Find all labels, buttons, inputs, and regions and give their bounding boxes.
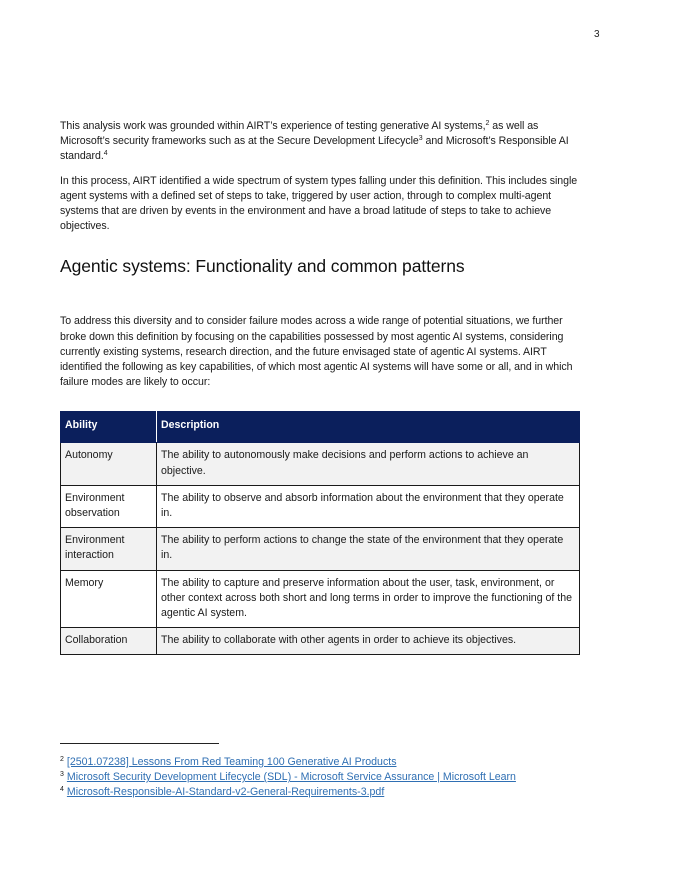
footnote-2 (60, 755, 516, 770)
footnote-number: 4 (60, 786, 64, 794)
description-cell: The ability to capture and preserve information about the user, task, environment, or other context across both short and long terms in order to improve the functioning of the agentic AI system. (157, 570, 580, 628)
footnote-3 (60, 770, 516, 785)
ability-cell: Autonomy (61, 443, 157, 485)
footnote-separator (60, 743, 219, 744)
table-row (61, 628, 580, 655)
capabilities-table (60, 411, 580, 655)
section-heading: Agentic systems: Functionality and common patterns (60, 256, 465, 277)
ability-cell: Environment observation (61, 485, 157, 527)
footnote-link-3[interactable]: Microsoft Security Development Lifecycle (SDL) - Microsoft Service Assurance | Microsoft Learn (66, 771, 516, 784)
table-row (61, 485, 580, 527)
description-cell: The ability to perform actions to change the state of the environment that they operate in. (157, 528, 580, 570)
footnote-number: 3 (60, 771, 64, 779)
intro-p1-part-c: and Microsoft’s Responsible AI standard. (60, 135, 569, 163)
ability-cell: Environment interaction (61, 528, 157, 570)
page-number: 3 (594, 29, 600, 40)
footnote-ref-3[interactable]: 3 (418, 135, 423, 143)
description-cell: The ability to collaborate with other agents in order to achieve its objectives. (157, 628, 580, 655)
footnote-4 (60, 785, 516, 800)
intro-paragraph-1 (60, 119, 582, 165)
intro-p1-part-a: This analysis work was grounded within AIRT’s experience of testing generative AI systems, (60, 120, 486, 132)
footnote-ref-2[interactable]: 2 (485, 120, 490, 127)
intro-paragraph-2: In this process, AIRT identified a wide spectrum of system types falling under this definition. This includes single agent systems with a defined set of steps to take, triggered by user action, through to complex multi-agent systems that are driven by events in the environment and have a broad latitude of steps to take to achieve objectives. (60, 174, 578, 233)
header-description: Description (157, 412, 580, 443)
header-ability: Ability (61, 412, 157, 443)
table-row (61, 570, 580, 628)
footnote-link-2[interactable]: [2501.07238] Lessons From Red Teaming 100 Generative AI Products (66, 756, 397, 768)
section-paragraph: To address this diversity and to consider failure modes across a wide range of potential situations, we further broke down this definition by focusing on the capabilities possessed by most agentic AI systems, considering currently existing systems, research direction, and the future envisaged state of agentic AI systems. AIRT identified the following as key capabilities, of which most agentic AI systems will have some or all, and in which failure modes are likely to occur: (60, 315, 573, 389)
ability-cell: Memory (61, 570, 157, 628)
table-header-row (61, 412, 580, 443)
ability-cell: Collaboration (61, 628, 157, 655)
footnote-link-4[interactable]: Microsoft-Responsible-AI-Standard-v2-General-Requirements-3.pdf (66, 786, 385, 799)
footnote-number: 2 (60, 756, 64, 763)
description-cell: The ability to observe and absorb information about the environment that they operate in. (157, 485, 580, 527)
footnotes (60, 755, 516, 801)
table-row (61, 443, 580, 485)
description-cell: The ability to autonomously make decisions and perform actions to achieve an objective. (157, 443, 580, 485)
table-row (61, 528, 580, 570)
page-content (60, 119, 582, 655)
intro-p1-part-b: as well as Microsoft’s security frameworks such as at the Secure Development Lifecycle (60, 120, 539, 148)
footnote-ref-4[interactable]: 4 (103, 150, 108, 158)
